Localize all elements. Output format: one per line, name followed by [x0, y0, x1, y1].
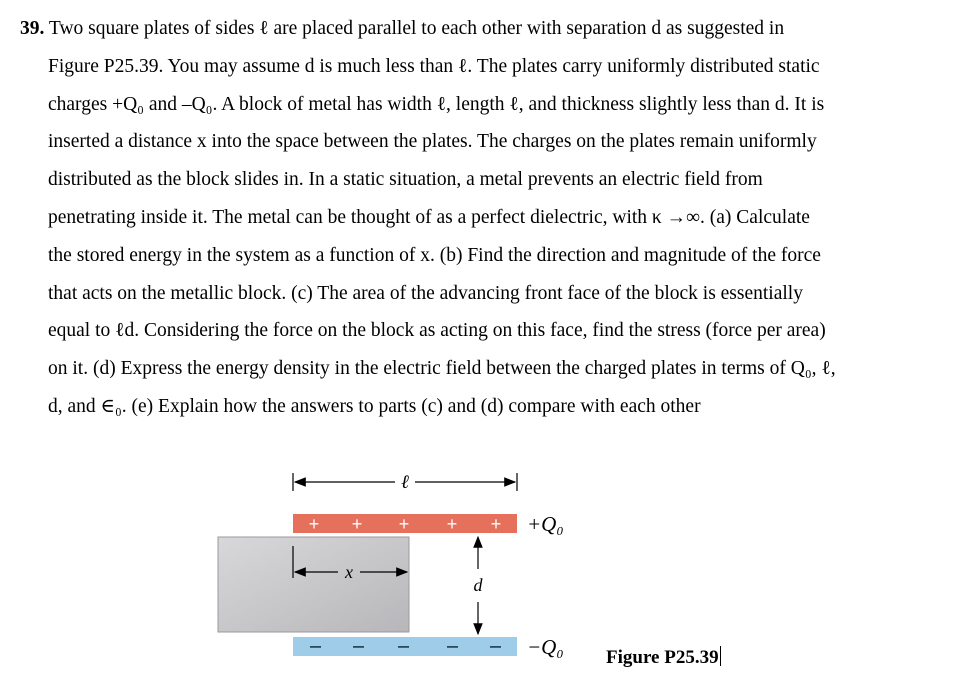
- problem-line-11: d, and ∈₀. (e) Explain how the answers to parts (c) and (d) compare with each other: [48, 395, 701, 417]
- plus-sign: +: [308, 514, 320, 534]
- problem-line-10: on it. (d) Express the energy density in the electric field between the charged plates in terms of Q₀, ℓ,: [48, 358, 836, 380]
- plus-sign: +: [490, 514, 502, 534]
- problem-line-6: penetrating inside it. The metal can be thought of as a perfect dielectric, with κ →∞. (a) Calculate: [48, 206, 810, 228]
- problem-line-3: charges +Q₀ and –Q₀. A block of metal has width ℓ, length ℓ, and thickness slightly less than d. It is: [48, 93, 825, 115]
- x-label: x: [345, 562, 353, 582]
- problem-line-8: that acts on the metallic block. (c) The area of the advancing front face of the block is essentially: [48, 282, 803, 304]
- length-label: ℓ: [401, 472, 409, 493]
- plus-sign: +: [446, 514, 458, 534]
- plus-sign: +: [398, 514, 410, 534]
- problem-number: 39.: [20, 18, 45, 39]
- problem-line-5: distributed as the block slides in. In a static situation, a metal prevents an electric field from: [48, 169, 763, 191]
- d-dimension: [474, 537, 484, 634]
- problem-line-1: 39. Two square plates of sides ℓ are placed parallel to each other with separation d as suggested in: [20, 18, 785, 39]
- bottom-plate: [293, 637, 517, 656]
- problem-line-2: Figure P25.39. You may assume d is much less than ℓ. The plates carry uniformly distributed static: [48, 55, 820, 77]
- problem-line-4: inserted a distance x into the space between the plates. The charges on the plates remain uniformly: [48, 131, 817, 153]
- figure-caption: Figure P25.39: [606, 646, 721, 669]
- metal-block: [218, 537, 409, 632]
- d-label: d: [473, 575, 483, 595]
- top-plate: [293, 514, 517, 534]
- plus-sign: +: [351, 514, 363, 534]
- top-charge-label: +Q₀: [527, 512, 564, 536]
- bottom-charge-label: −Q₀: [527, 635, 564, 659]
- problem-line-9: equal to ℓd. Considering the force on the block as acting on this face, find the stress (force per area): [48, 320, 826, 342]
- length-dimension: [293, 472, 517, 493]
- problem-line-7: the stored energy in the system as a function of x. (b) Find the direction and magnitude of the force: [48, 244, 821, 266]
- text-cursor: [720, 646, 722, 666]
